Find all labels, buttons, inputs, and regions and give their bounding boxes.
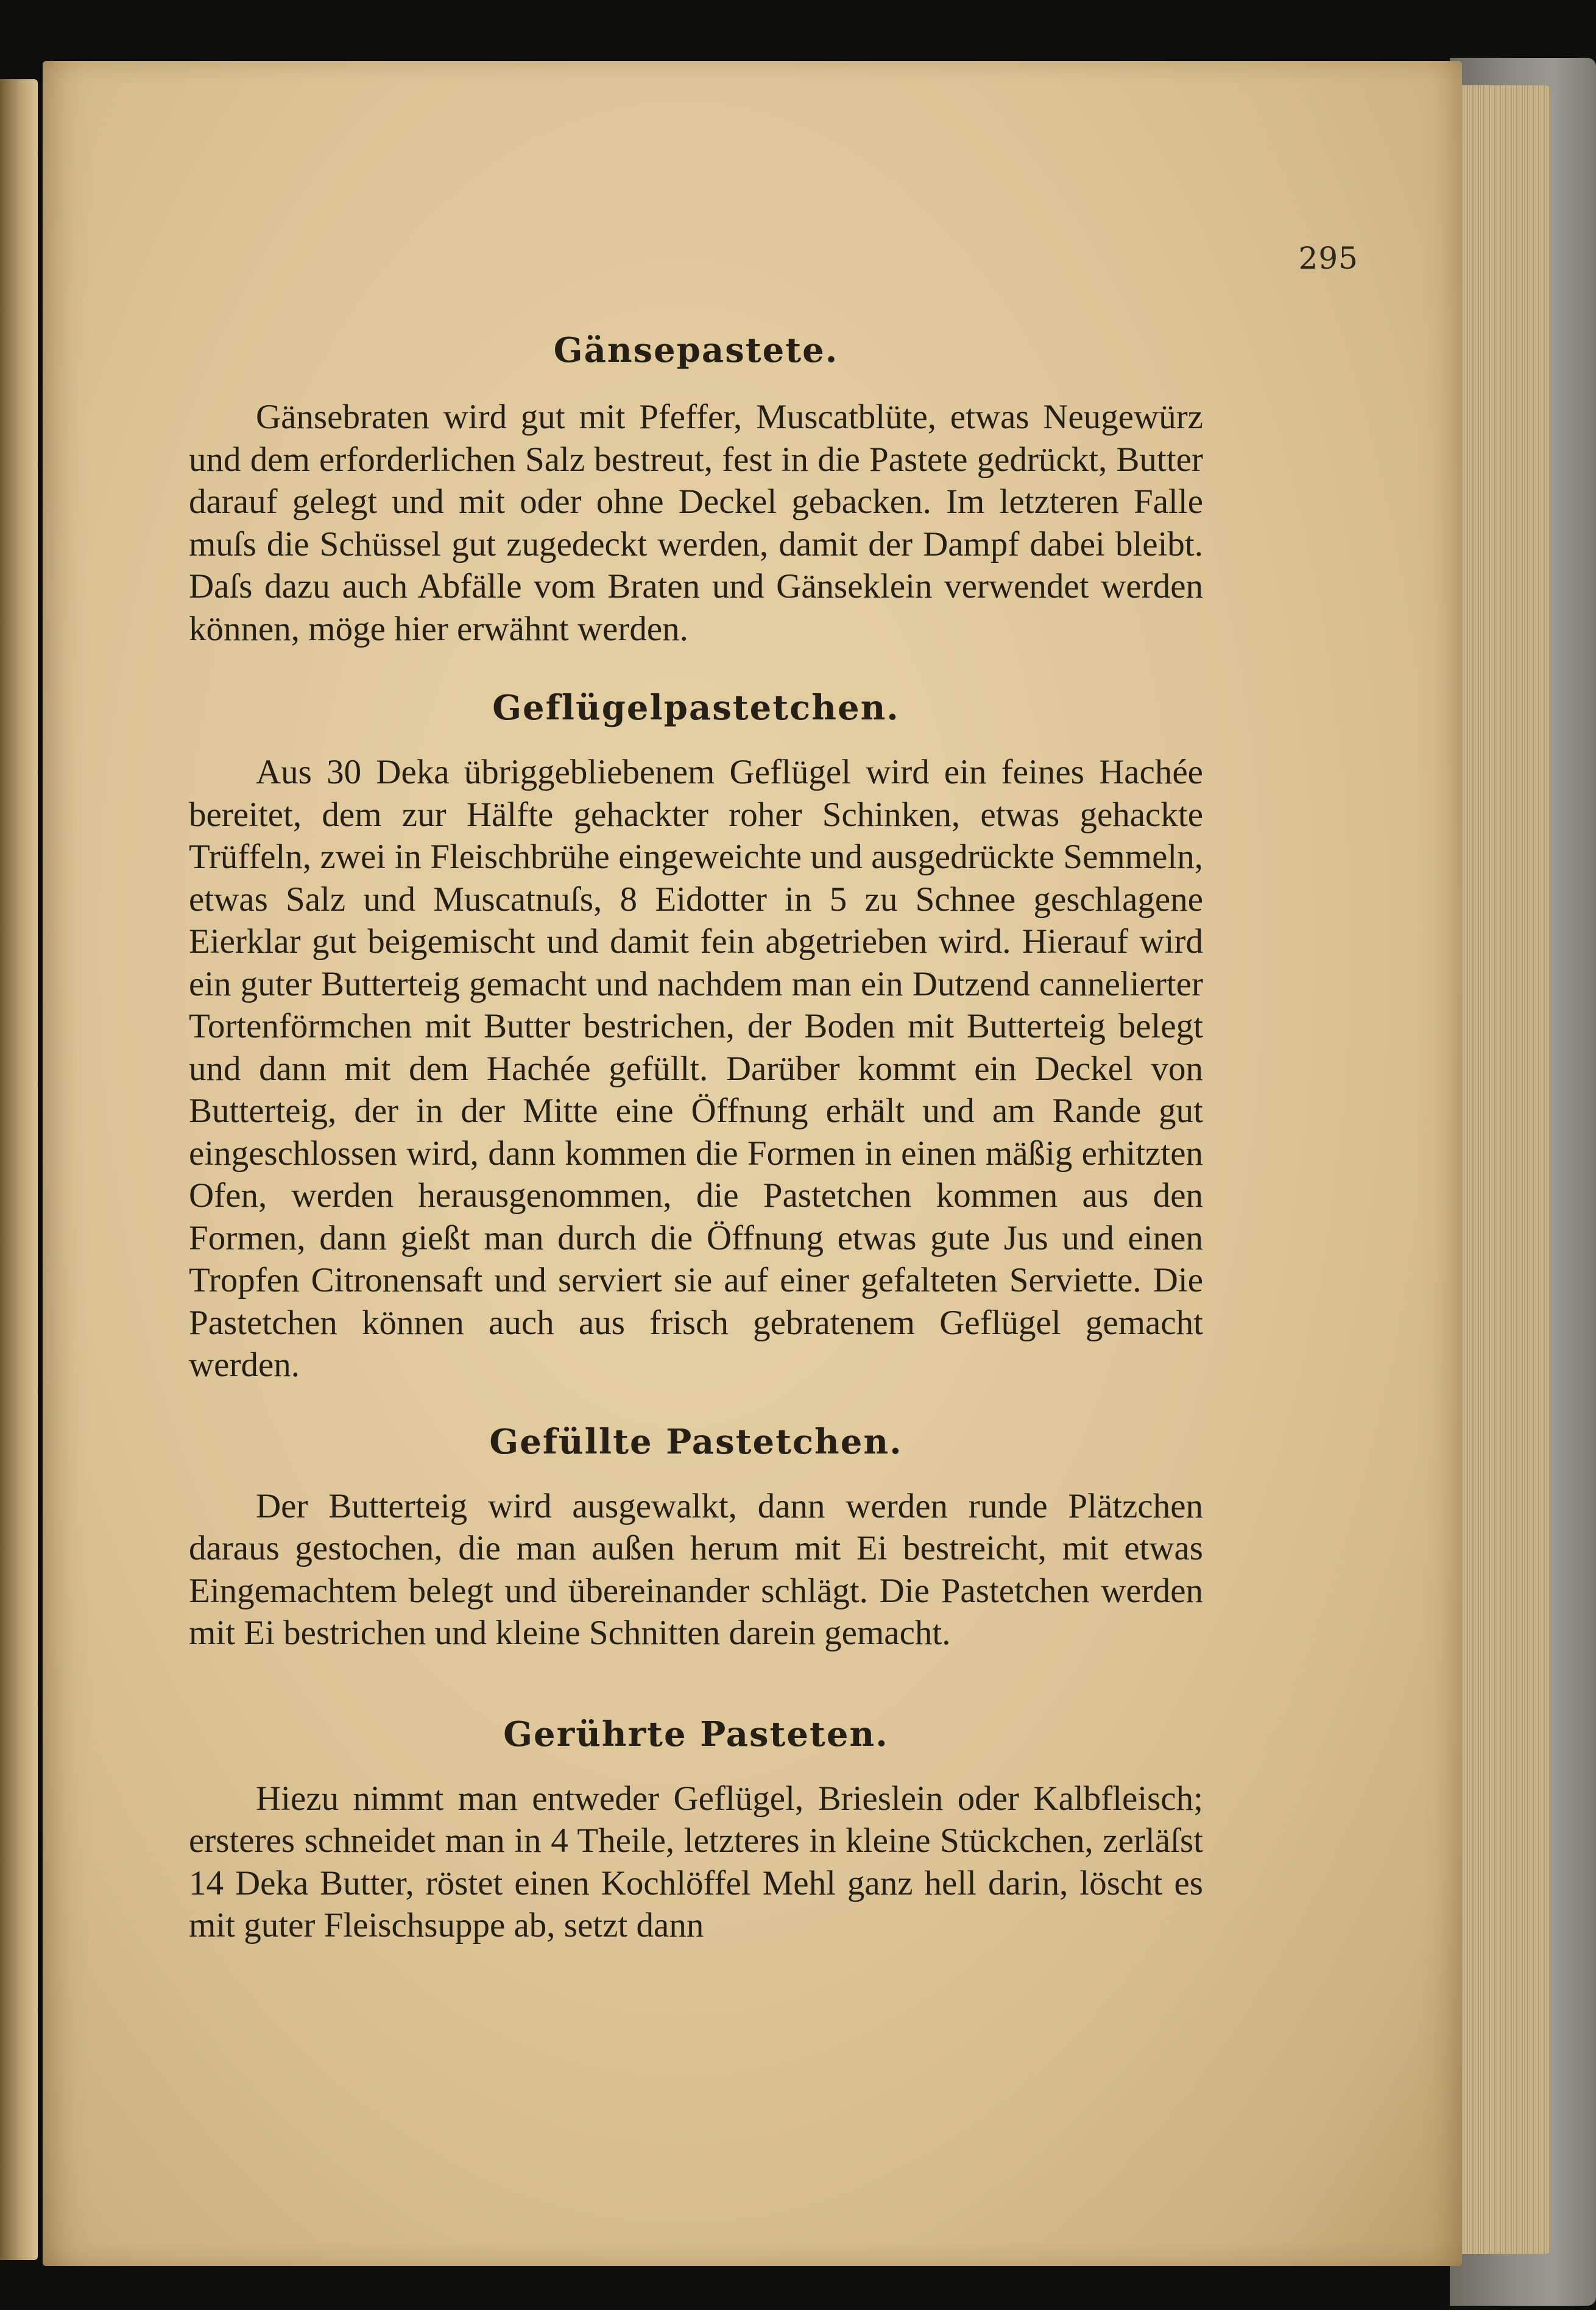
page-text xyxy=(189,329,1203,1947)
previous-page-edge xyxy=(0,79,38,2260)
section-text-gaensepastete: Gänsebraten wird gut mit Pfeffer, Muscatblüte, etwas Neugewürz und dem erforderlichen Salz bestreut, fest in die Pastete gedrückt, Butter darauf gelegt und mit oder ohne Deckel gebacken. Im letzteren Falle muſs die Schüssel gut zugedeckt werden, damit der Dampf dabei bleibt. Daſs dazu auch Abfälle vom Braten und Gänseklein verwendet werden können, möge hier erwähnt werden. xyxy=(189,398,1203,648)
section-text-gefuellte-pastetchen: Der Butterteig wird ausgewalkt, dann werden runde Plätzchen daraus gestochen, die man außen herum mit Ei bestreicht, mit etwas Eingemachtem belegt und übereinander schlägt. Die Pastetchen werden mit Ei bestrichen und kleine Schnitten darein gemacht. xyxy=(189,1486,1203,1652)
section-text-gefluegelpastetchen: Aus 30 Deka übriggebliebenem Geflügel wird ein feines Hachée bereitet, dem zur Hälfte gehackter roher Schinken, etwas gehackte Trüffeln, zwei in Fleischbrühe eingeweichte und ausgedrückte Semmeln, etwas Salz und Muscatnuſs, 8 Eidotter in 5 zu Schnee geschlagene Eierklar gut beigemischt und damit fein abgetrieben wird. Hierauf wird ein guter Butterteig gemacht und nachdem man ein Dutzend cannelierter Tortenförmchen mit Butter bestrichen, der Boden mit Butterteig belegt und dann mit dem Hachée gefüllt. Darüber kommt ein Deckel von Butterteig, der in der Mitte eine Öffnung erhält und am Rande gut eingeschlossen wird, dann kommen die Formen in einen mäßig erhitzten Ofen, werden herausgenommen, die Pastetchen kommen aus den Formen, dann gießt man durch die Öffnung etwas gute Jus und einen Tropfen Citronensaft und serviert sie auf einer gefalteten Serviette. Die Pastetchen können auch aus frisch gebratenem Geflügel gemacht werden. xyxy=(189,753,1203,1384)
section-title-gaensepastete: Gänsepastete. xyxy=(553,330,839,370)
section-text-geruehrte-pasteten: Hiezu nimmt man entweder Geflügel, Brieslein oder Kalbfleisch; ersteres schneidet man in 4 Theile, letzteres in kleine Stückchen, zerläſst 14 Deka Butter, röstet einen Kochlöffel Mehl ganz hell darin, löscht es mit guter Fleischsuppe ab, setzt dann xyxy=(189,1779,1203,1944)
page-stack-edges xyxy=(1459,85,1550,2254)
section-title-gefuellte-pastetchen: Gefüllte Pastetchen. xyxy=(489,1421,903,1462)
section-title-geruehrte-pasteten: Gerührte Pasteten. xyxy=(503,1714,889,1754)
page-number: 295 xyxy=(1298,241,1358,276)
section-title-gefluegelpastetchen: Geflügelpastetchen. xyxy=(492,688,900,728)
